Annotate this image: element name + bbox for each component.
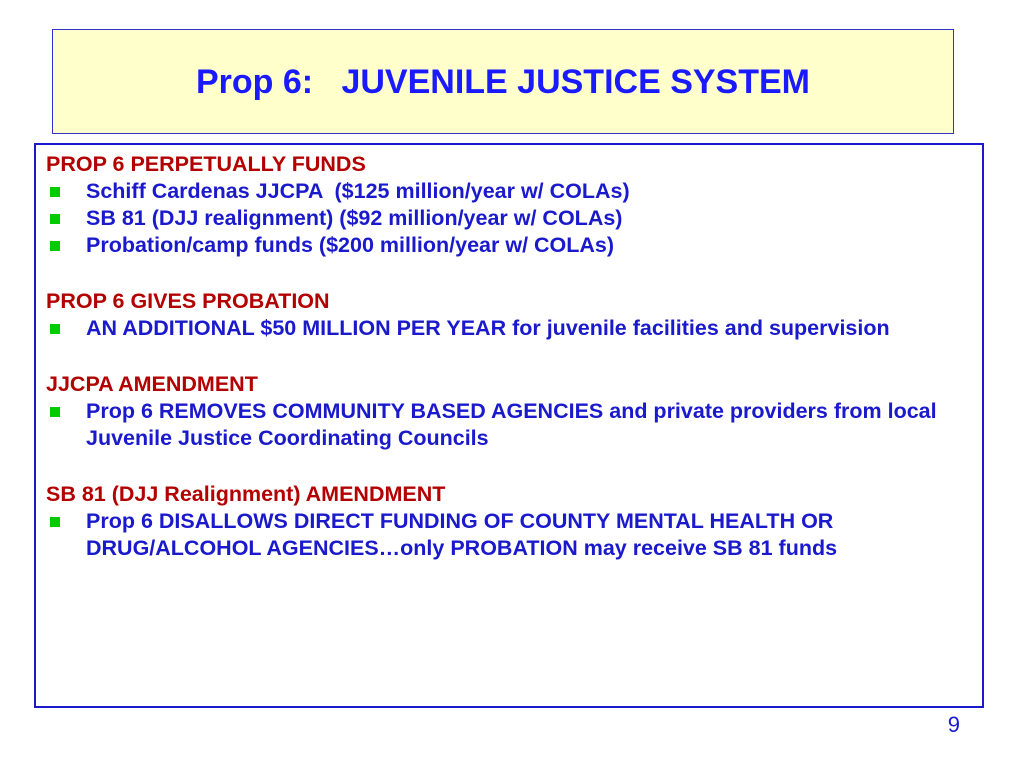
bullet-item [46,315,970,342]
slide-title: Prop 6: JUVENILE JUSTICE SYSTEM [195,63,810,101]
section-jjcpa-amendment [46,371,970,452]
slide-content-box [34,143,984,708]
section-heading: JJCPA AMENDMENT [46,372,258,396]
bullet-text: AN ADDITIONAL $50 MILLION PER YEAR for juvenile facilities and supervision [86,316,890,340]
section-heading: SB 81 (DJJ Realignment) AMENDMENT [46,482,446,506]
green-square-bullet-icon [50,517,60,527]
bullet-text: Prop 6 REMOVES COMMUNITY BASED AGENCIES and private providers from local Juvenile Justice Coordinating Councils [86,399,943,450]
section-prop6-probation [46,288,970,342]
green-square-bullet-icon [50,241,60,251]
slide-title-box [52,29,954,134]
bullet-item [46,232,970,259]
bullet-text: Prop 6 DISALLOWS DIRECT FUNDING OF COUNTY MENTAL HEALTH OR DRUG/ALCOHOL AGENCIES…only PROBATION may receive SB 81 funds [86,509,840,560]
green-square-bullet-icon [50,214,60,224]
page-number: 9 [947,712,960,737]
section-prop6-funds [46,151,970,259]
bullet-item [46,205,970,232]
section-heading: PROP 6 GIVES PROBATION [46,289,330,313]
bullet-item [46,398,970,452]
section-heading: PROP 6 PERPETUALLY FUNDS [46,152,366,176]
green-square-bullet-icon [50,187,60,197]
bullet-item [46,508,970,562]
green-square-bullet-icon [50,324,60,334]
bullet-item [46,178,970,205]
bullet-text: SB 81 (DJJ realignment) ($92 million/year w/ COLAs) [86,206,623,230]
section-sb81-amendment [46,481,970,562]
bullet-text: Schiff Cardenas JJCPA ($125 million/year w/ COLAs) [86,179,630,203]
bullet-text: Probation/camp funds ($200 million/year w/ COLAs) [86,233,615,257]
green-square-bullet-icon [50,407,60,417]
